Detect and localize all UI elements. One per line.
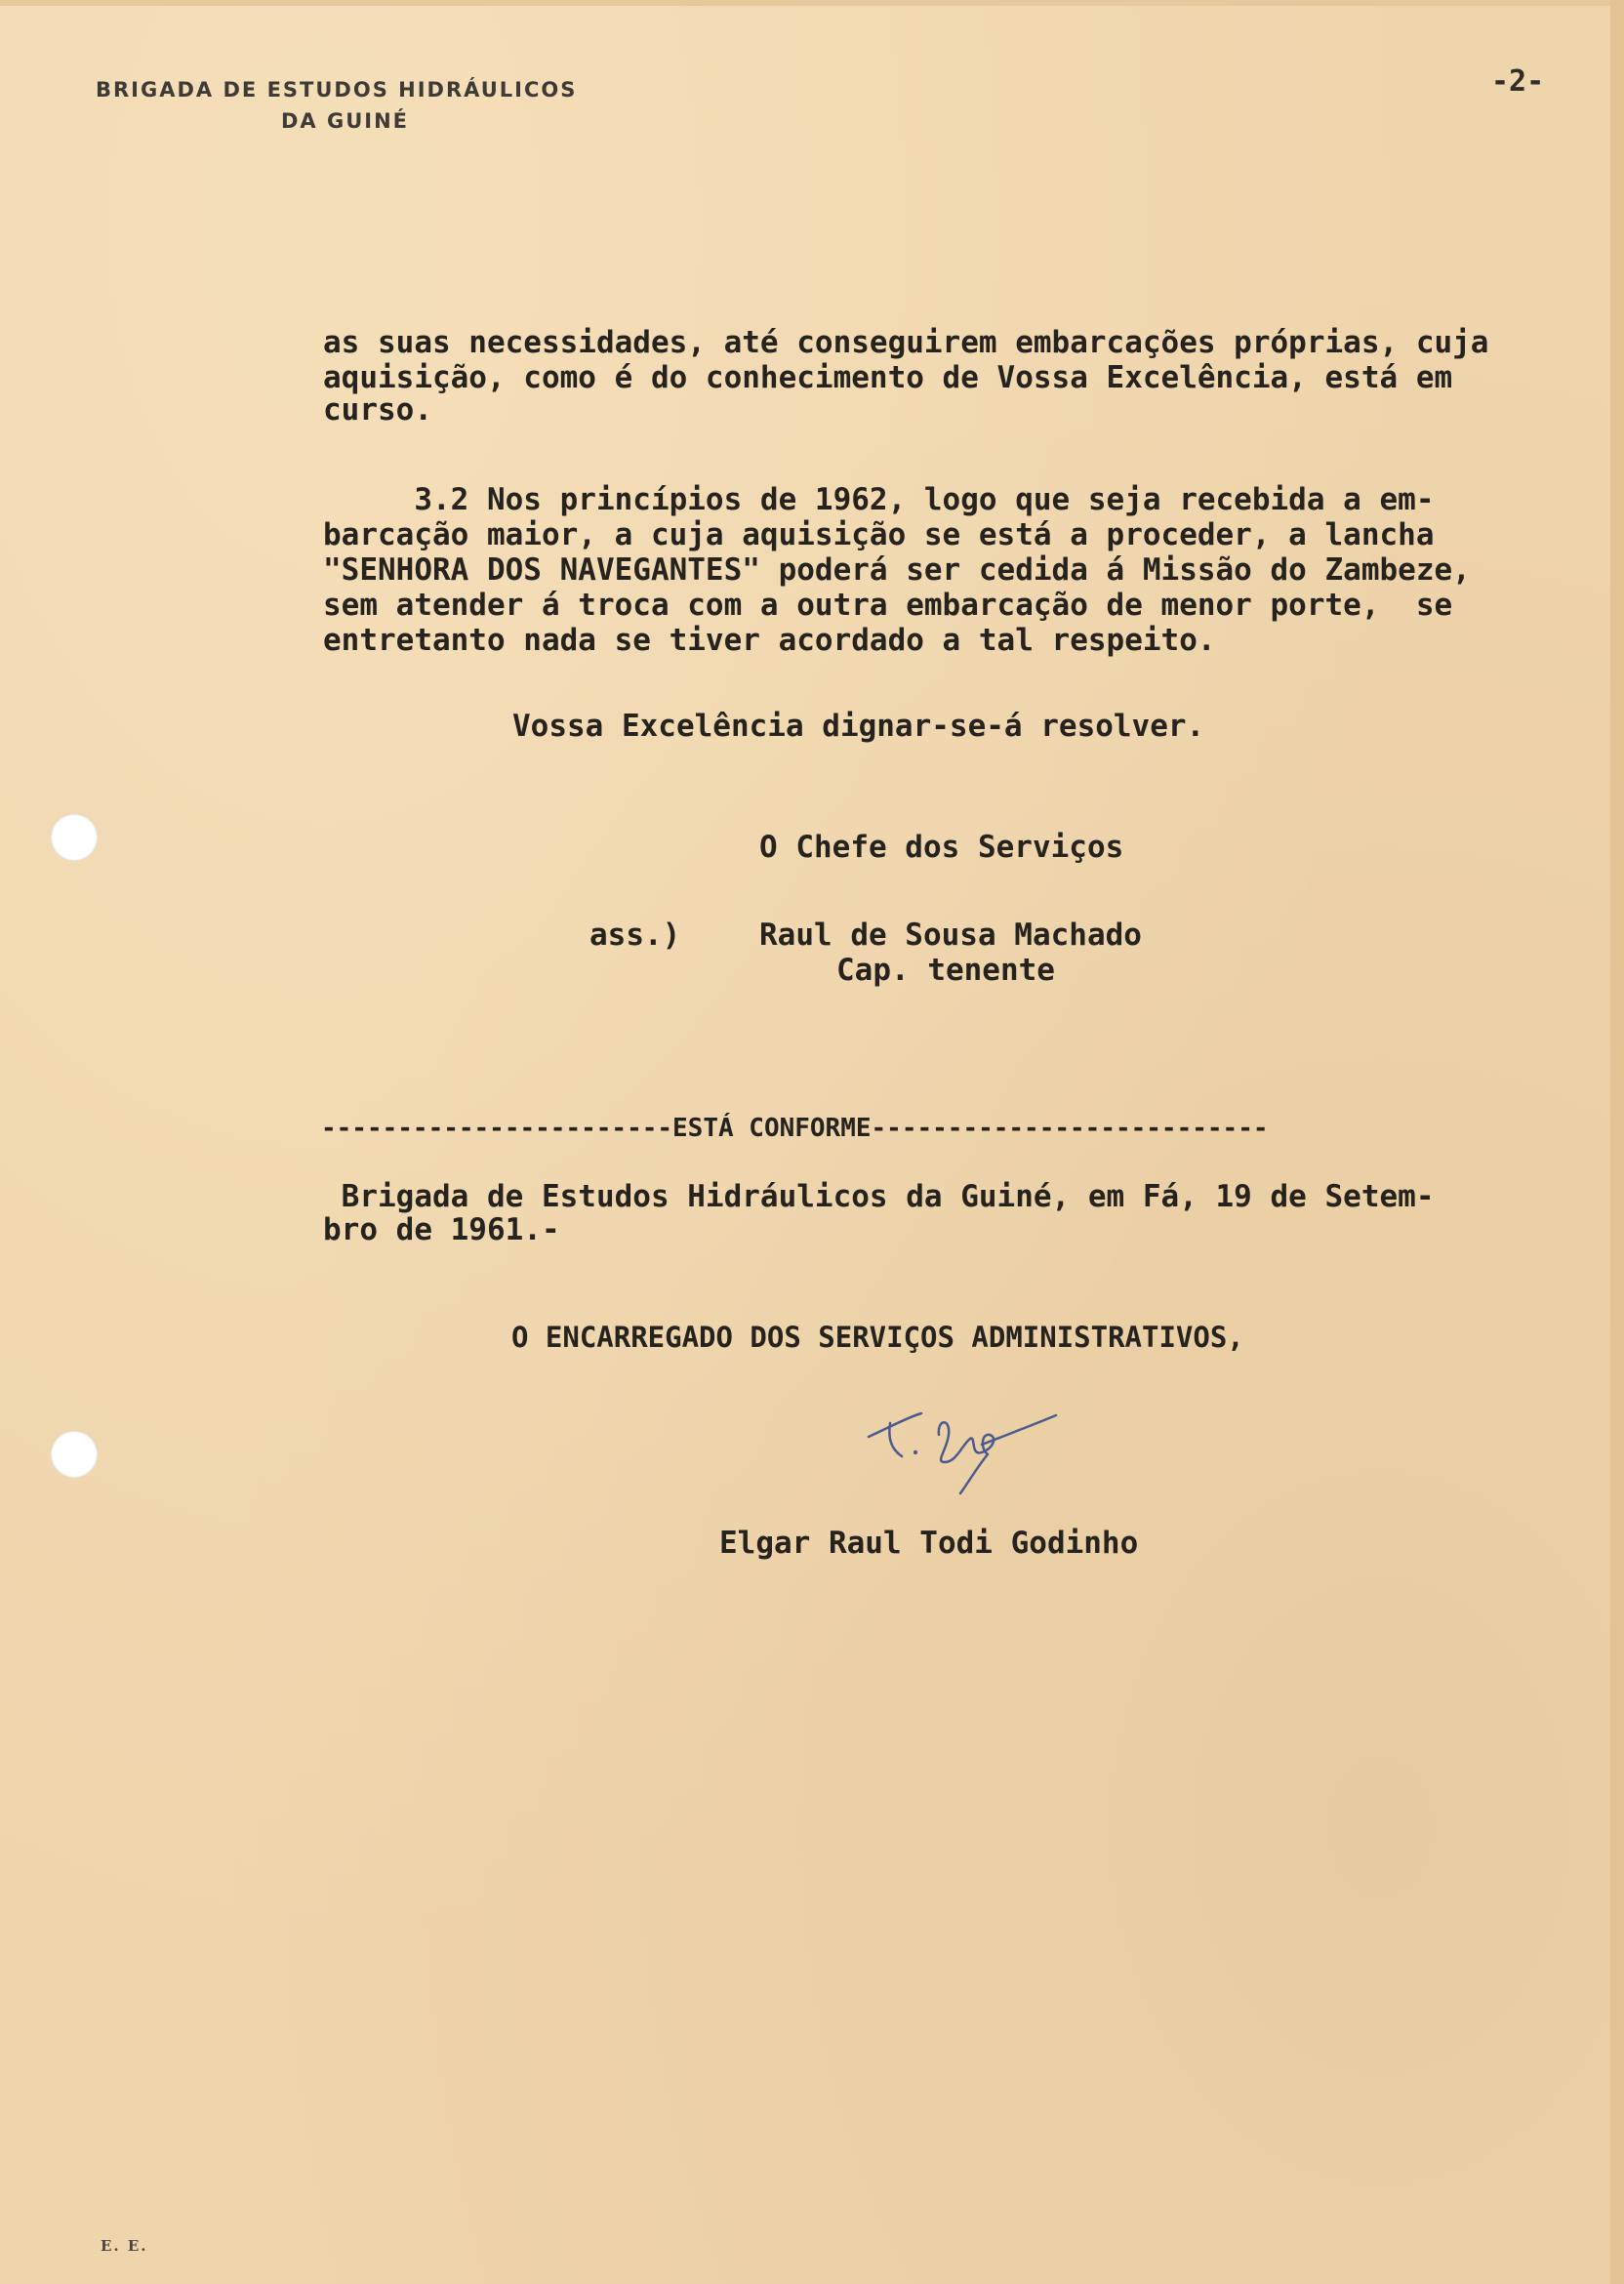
page-number: -2-	[1491, 64, 1545, 99]
punch-hole-upper	[51, 814, 98, 861]
signature-label: ass.)	[589, 918, 681, 953]
certification-rule: -----------------------ESTÁ CONFORME--------------------------	[321, 1114, 1269, 1143]
closing-formula: Vossa Excelência dignar-se-á resolver.	[512, 709, 1205, 744]
certification-line-2: bro de 1961.-	[323, 1212, 560, 1247]
signatory-title: O Chefe dos Serviços	[759, 830, 1124, 865]
footer-code: E. E.	[101, 2237, 148, 2255]
letterhead-line-1: BRIGADA DE ESTUDOS HIDRÁULICOS	[96, 78, 578, 102]
signatory-rank: Cap. tenente	[836, 953, 1055, 988]
paragraph-1-line-3: curso.	[323, 392, 432, 428]
administrative-signer-name: Elgar Raul Todi Godinho	[719, 1526, 1139, 1561]
administrative-office: O ENCARREGADO DOS SERVIÇOS ADMINISTRATIVOS,	[511, 1321, 1244, 1354]
paragraph-1-line-1: as suas necessidades, até conseguirem embarcações próprias, cuja	[323, 325, 1489, 360]
paragraph-2-line-5: entretanto nada se tiver acordado a tal respeito.	[323, 623, 1216, 658]
paper-right-edge	[1610, 0, 1624, 2284]
signatory-name: Raul de Sousa Machado	[759, 918, 1142, 953]
paragraph-2-line-4: sem atender á troca com a outra embarcação de menor porte, se	[323, 588, 1453, 623]
punch-hole-lower	[51, 1431, 98, 1478]
letterhead	[96, 78, 577, 133]
certification-line-1: Brigada de Estudos Hidráulicos da Guiné, em Fá, 19 de Setem-	[323, 1179, 1435, 1214]
paper-top-edge	[0, 0, 1624, 6]
paragraph-2-line-1: 3.2 Nos princípios de 1962, logo que seja recebida a em-	[323, 482, 1435, 517]
letterhead-line-2: DA GUINÉ	[281, 109, 410, 133]
paragraph-2-line-3: "SENHORA DOS NAVEGANTES" poderá ser cedida á Missão do Zambeze,	[323, 552, 1471, 588]
paragraph-2-line-2: barcação maior, a cuja aquisição se está a proceder, a lancha	[323, 517, 1435, 552]
paragraph-1-line-2: aquisição, como é do conhecimento de Vossa Excelência, está em	[323, 360, 1453, 395]
handwritten-signature	[861, 1406, 1066, 1503]
